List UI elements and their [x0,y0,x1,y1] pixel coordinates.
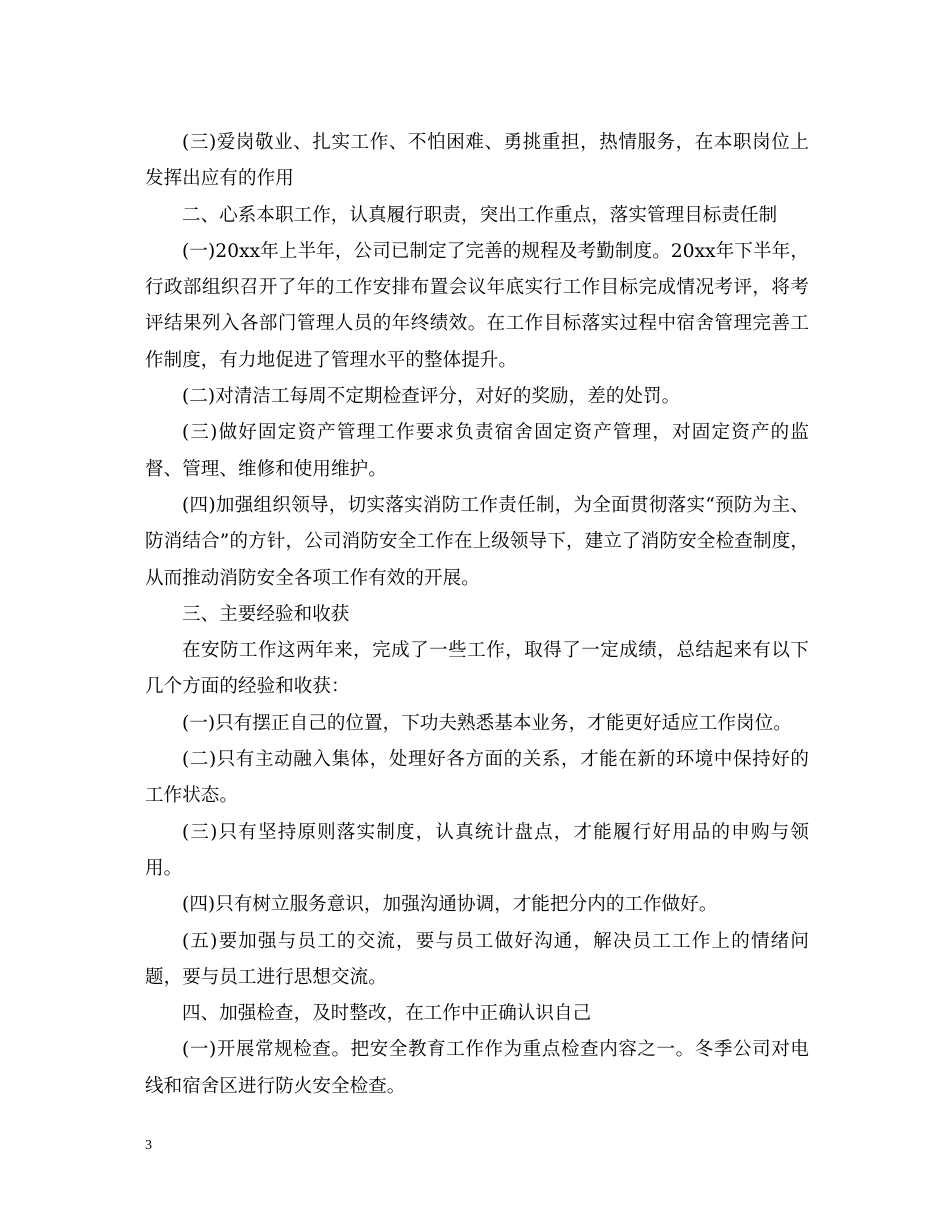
paragraph-2-1: (一)20xx年上半年，公司已制定了完善的规程及考勤制度。20xx年下半年，行政部组织召开了年的工作安排布置会议年底实行工作目标完成情况考评，将考评结果列入各部门管理人员的年终绩效。在工作目标落实过程中宿舍管理完善工作制度，有力地促进了管理水平的整体提升。 [145,240,809,371]
paragraph-2-2: (二)对清洁工每周不定期检查评分，对好的奖励，差的处罚。 [182,386,681,408]
paragraph-3-3: (三)只有坚持原则落实制度，认真统计盘点，才能履行好用品的申购与领用。 [145,821,809,879]
paragraph-4-1: (一)开展常规检查。把安全教育工作作为重点检查内容之一。冬季公司对电线和宿舍区进行防火安全检查。 [145,1039,809,1097]
paragraph-2-4: (四)加强组织领导，切实落实消防工作责任制，为全面贯彻落实“预防为主、防消结合”的方针，公司消防安全工作在上级领导下，建立了消防安全检查制度，从而推动消防安全各项工作有效的开展。 [145,494,809,589]
page-number: 3 [145,1138,152,1153]
section-heading-4: 四、加强检查，及时整改，在工作中正确认识自己 [182,1003,592,1025]
paragraph-2-3: (三)做好固定资产管理工作要求负责宿舍固定资产管理，对固定资产的监督、管理、维修和使用维护。 [145,422,809,480]
section-heading-3: 三、主要经验和收获 [182,603,350,625]
paragraph-3-4: (四)只有树立服务意识，加强沟通协调，才能把分内的工作做好。 [182,894,718,916]
paragraph-3-intro: 在安防工作这两年来，完成了一些工作，取得了一定成绩，总结起来有以下几个方面的经验和收获： [145,640,809,698]
paragraph-3-1: (一)只有摆正自己的位置，下功夫熟悉基本业务，才能更好适应工作岗位。 [182,712,792,734]
paragraph-3-5: (五)要加强与员工的交流，要与员工做好沟通，解决员工工作上的情绪问题，要与员工进行思想交流。 [145,930,809,988]
section-heading-2: 二、心系本职工作，认真履行职责，突出工作重点，落实管理目标责任制 [182,204,778,226]
paragraph-1: (三)爱岗敬业、扎实工作、不怕困难、勇挑重担，热情服务，在本职岗位上发挥出应有的作用 [145,132,809,190]
document-body [145,125,809,1105]
paragraph-3-2: (二)只有主动融入集体，处理好各方面的关系，才能在新的环境中保持好的工作状态。 [145,749,809,807]
